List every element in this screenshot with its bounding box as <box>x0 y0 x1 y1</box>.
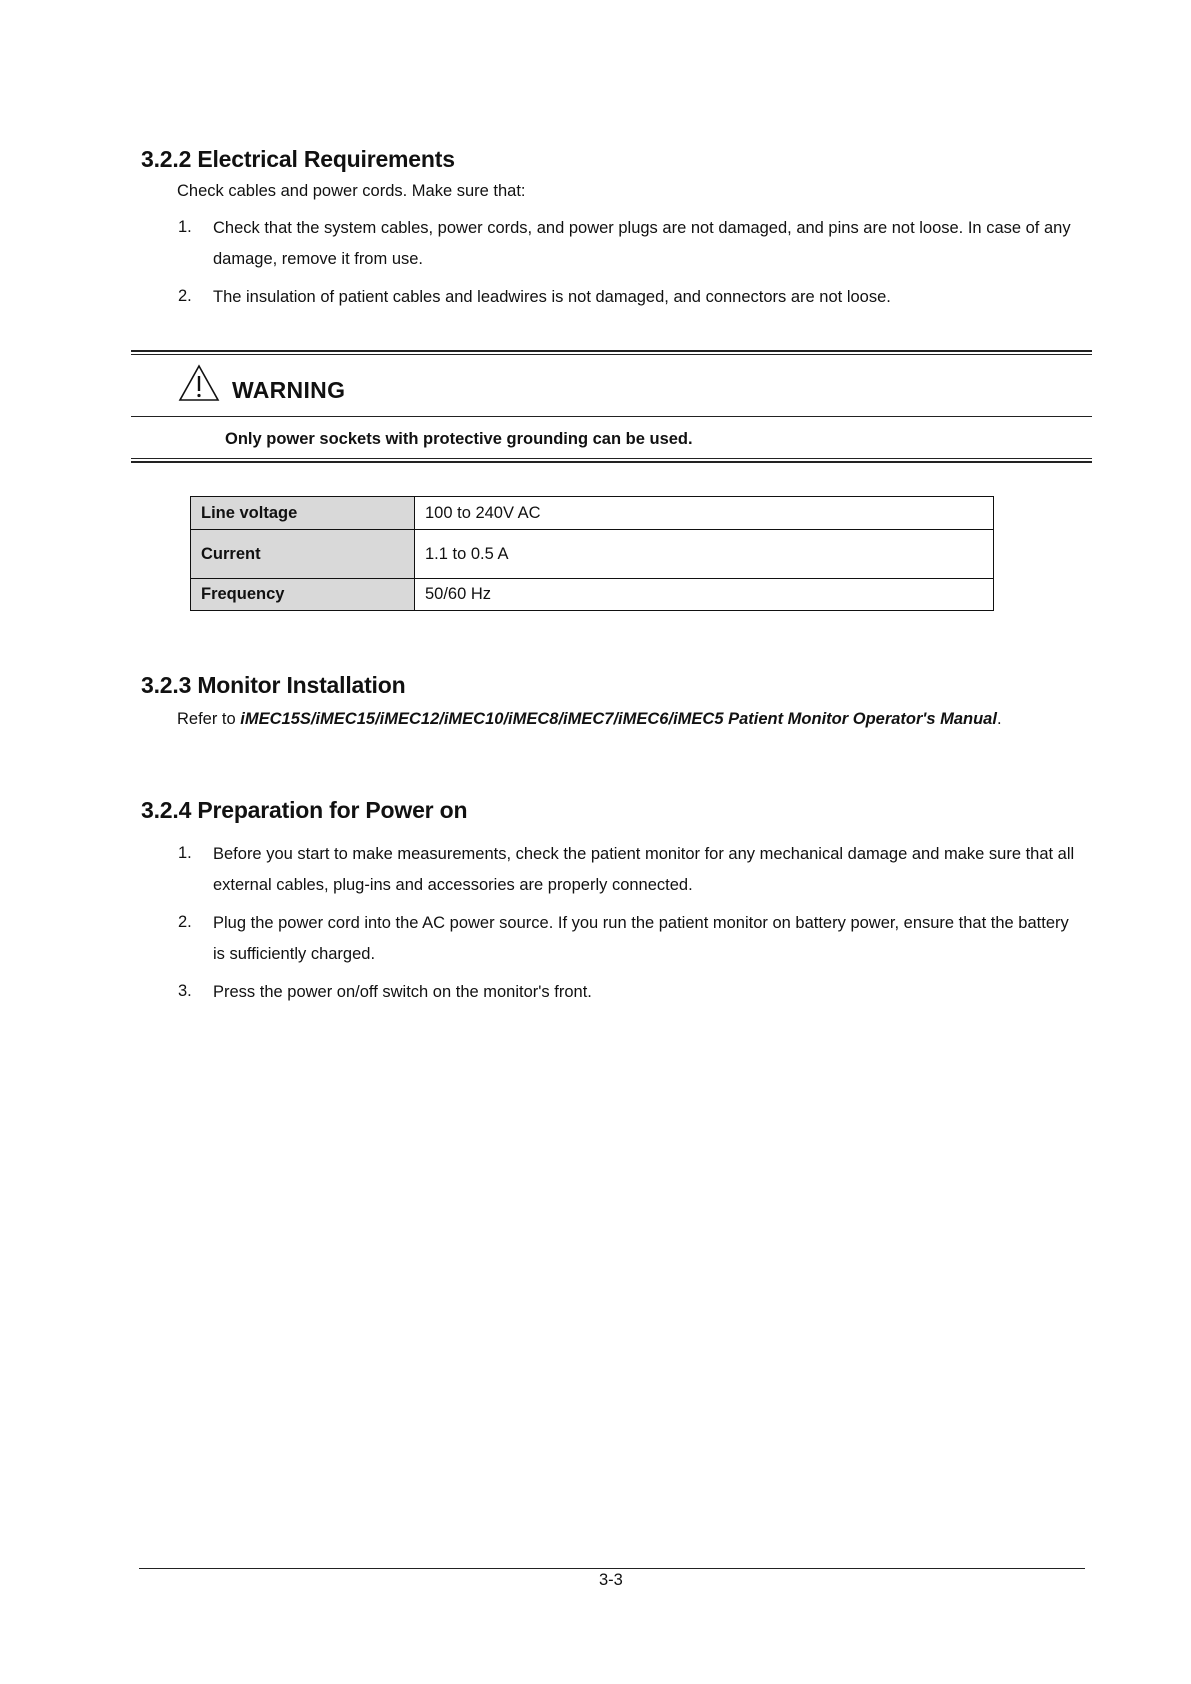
table-cell-value: 50/60 Hz <box>415 579 994 611</box>
table-cell-label: Frequency <box>191 579 415 611</box>
list-item: Plug the power cord into the AC power source. If you run the patient monitor on battery power, ensure that the battery is sufficiently charged. <box>213 914 1069 963</box>
page-number: 3-3 <box>599 1571 623 1589</box>
section-heading-preparation-power-on: 3.2.4 Preparation for Power on <box>141 797 468 823</box>
refer-suffix: . <box>996 710 1002 728</box>
table-cell-value: 1.1 to 0.5 A <box>415 530 994 579</box>
refer-prefix: Refer to <box>177 710 241 728</box>
section-heading-monitor-installation: 3.2.3 Monitor Installation <box>141 672 406 698</box>
list-number: 2. <box>178 913 192 931</box>
table-cell-value: 100 to 240V AC <box>415 497 994 530</box>
warning-bottom-rule-thin <box>131 458 1092 459</box>
table-cell-label: Line voltage <box>191 497 415 530</box>
warning-text: Only power sockets with protective grounding can be used. <box>225 430 693 448</box>
table-row <box>191 530 994 579</box>
table-cell-label: Current <box>191 530 415 579</box>
section-heading-electrical-requirements: 3.2.2 Electrical Requirements <box>141 146 455 172</box>
warning-top-rule-thin <box>131 354 1092 355</box>
list-item: The insulation of patient cables and leadwires is not damaged, and connectors are not loose. <box>213 288 891 306</box>
list-number: 3. <box>178 982 192 1000</box>
warning-bottom-rule <box>131 461 1092 463</box>
warning-top-rule <box>131 350 1092 352</box>
list-number: 1. <box>178 844 192 862</box>
list-item: Before you start to make measurements, check the patient monitor for any mechanical damage and make sure that all external cables, plug-ins and accessories are properly connected. <box>213 845 1075 894</box>
list-item: Check that the system cables, power cords, and power plugs are not damaged, and pins are not loose. In case of any damage, remove it from use. <box>213 219 1071 268</box>
manual-title: iMEC15S/iMEC15/iMEC12/iMEC10/iMEC8/iMEC7/iMEC6/iMEC5 Patient Monitor Operator's Manual <box>240 710 997 728</box>
list-number: 1. <box>178 218 192 236</box>
section-body <box>177 709 1002 729</box>
electrical-spec-table <box>190 496 994 611</box>
warning-triangle-icon <box>178 364 220 402</box>
warning-divider <box>131 416 1092 417</box>
list-item: Press the power on/off switch on the monitor's front. <box>213 983 592 1001</box>
warning-title: WARNING <box>232 377 346 403</box>
list-number: 2. <box>178 287 192 305</box>
table-row <box>191 497 994 530</box>
footer-rule <box>139 1568 1085 1569</box>
section-intro: Check cables and power cords. Make sure that: <box>177 182 526 200</box>
table-row <box>191 579 994 611</box>
